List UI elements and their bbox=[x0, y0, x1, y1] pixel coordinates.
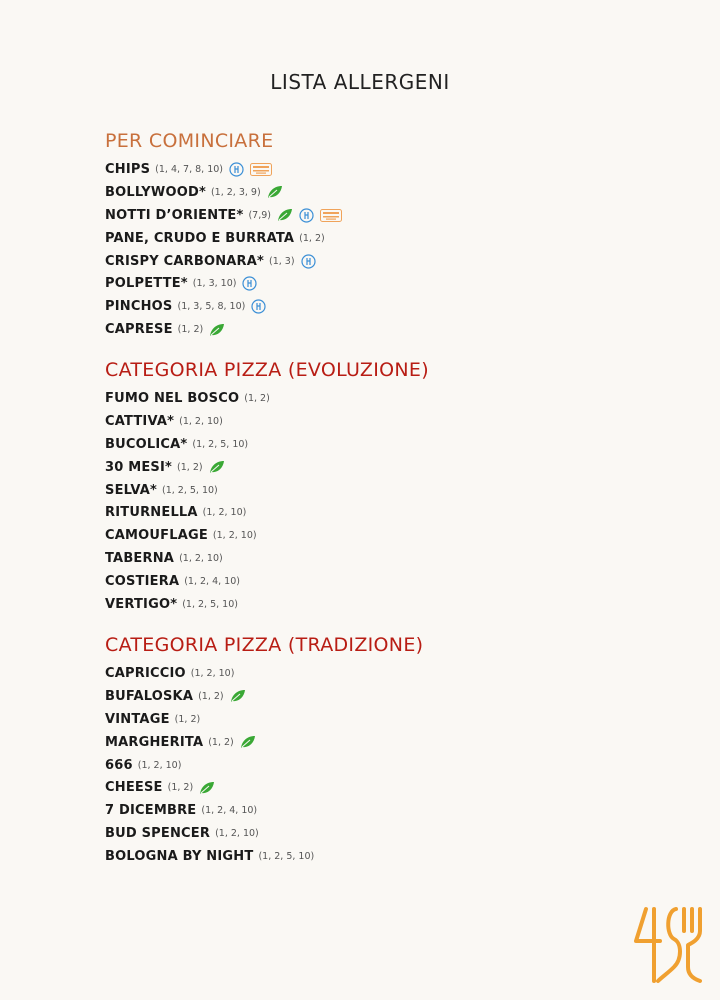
menu-item bbox=[105, 547, 429, 570]
allergen-codes: (1, 3) bbox=[269, 255, 295, 267]
menu-item bbox=[105, 731, 423, 754]
item-name: BUD SPENCER bbox=[105, 826, 211, 842]
item-name: VINTAGE bbox=[105, 711, 170, 727]
menu-item bbox=[105, 227, 342, 250]
menu-item bbox=[105, 754, 423, 777]
item-name: BOLOGNA BY NIGHT bbox=[105, 849, 254, 865]
item-name: MARGHERITA bbox=[105, 734, 204, 750]
item-name: 30 MESI* bbox=[105, 459, 173, 475]
item-name: SELVA* bbox=[105, 482, 157, 498]
menu-item bbox=[105, 387, 429, 410]
item-name: BOLLYWOOD* bbox=[105, 184, 206, 200]
menu-item bbox=[105, 822, 423, 845]
chef-icon bbox=[242, 276, 257, 291]
item-name: CRISPY CARBONARA* bbox=[105, 253, 265, 269]
allergen-codes: (1, 2) bbox=[177, 324, 204, 336]
menu-item bbox=[105, 570, 429, 593]
allergen-codes: (1, 2, 10) bbox=[212, 530, 257, 542]
leaf-icon bbox=[209, 323, 225, 337]
menu-item bbox=[105, 845, 423, 868]
item-name: 666 bbox=[105, 757, 133, 773]
section-pizza-tradizione bbox=[105, 634, 423, 868]
allergen-codes: (1, 2, 5, 10) bbox=[182, 598, 238, 610]
allergen-codes: (7,9) bbox=[248, 209, 271, 221]
allergen-codes: (1, 2, 5, 10) bbox=[258, 851, 315, 863]
allergen-codes: (1, 2, 10) bbox=[215, 828, 259, 840]
item-name: VERTIGO* bbox=[105, 596, 178, 612]
item-name: CHEESE bbox=[105, 780, 163, 796]
menu-item bbox=[105, 272, 342, 295]
special-icon bbox=[320, 209, 342, 222]
item-name: NOTTI D’ORIENTE* bbox=[105, 207, 244, 223]
chef-icon bbox=[229, 162, 244, 177]
allergen-codes: (1, 2, 10) bbox=[179, 415, 223, 427]
allergen-codes: (1, 2, 4, 10) bbox=[184, 576, 240, 588]
allergen-codes: (1, 2, 10) bbox=[179, 553, 223, 565]
chef-icon bbox=[301, 254, 316, 269]
menu-item bbox=[105, 318, 342, 341]
item-name: 7 DICEMBRE bbox=[105, 803, 197, 819]
allergen-codes: (1, 2, 4, 10) bbox=[201, 805, 258, 817]
leaf-icon bbox=[277, 208, 293, 222]
menu-item bbox=[105, 204, 342, 227]
item-name: TABERNA bbox=[105, 551, 175, 567]
section-title: PER COMINCIARE bbox=[105, 130, 274, 152]
item-name: PINCHOS bbox=[105, 299, 173, 315]
menu-item bbox=[105, 250, 342, 273]
item-name: FUMO NEL BOSCO bbox=[105, 390, 240, 406]
menu-item bbox=[105, 662, 423, 685]
menu-item bbox=[105, 295, 342, 318]
menu-item bbox=[105, 181, 342, 204]
menu-item bbox=[105, 708, 423, 731]
menu-item bbox=[105, 501, 429, 524]
section-title: CATEGORIA PIZZA (EVOLUZIONE) bbox=[105, 359, 429, 381]
allergen-codes: (1, 2) bbox=[299, 232, 325, 244]
allergen-codes: (1, 2, 10) bbox=[137, 759, 182, 771]
allergen-codes: (1, 4, 7, 8, 10) bbox=[155, 163, 223, 175]
item-name: CATTIVA* bbox=[105, 413, 175, 429]
leaf-icon bbox=[240, 735, 256, 749]
item-name: BUFALOSKA bbox=[105, 688, 194, 704]
menu-item bbox=[105, 776, 423, 799]
item-name: CAPRESE bbox=[105, 322, 173, 338]
leaf-icon bbox=[230, 689, 246, 703]
menu-item bbox=[105, 799, 423, 822]
menu-item bbox=[105, 456, 429, 479]
allergen-codes: (1, 2) bbox=[208, 736, 234, 748]
allergen-codes: (1, 2, 10) bbox=[190, 667, 235, 679]
section-pizza-evoluzione bbox=[105, 359, 429, 616]
allergen-codes: (1, 2) bbox=[177, 461, 203, 473]
leaf-icon bbox=[267, 185, 283, 199]
item-name: RITURNELLA bbox=[105, 505, 198, 521]
item-name: POLPETTE* bbox=[105, 276, 188, 292]
leaf-icon bbox=[209, 460, 225, 474]
item-name: CHIPS bbox=[105, 161, 151, 177]
fork-logo-icon bbox=[632, 905, 702, 989]
allergen-codes: (1, 2, 10) bbox=[202, 507, 247, 519]
allergen-codes: (1, 2) bbox=[198, 690, 224, 702]
allergen-codes: (1, 3, 5, 8, 10) bbox=[177, 301, 246, 313]
section-title: CATEGORIA PIZZA (TRADIZIONE) bbox=[105, 634, 424, 656]
allergen-codes: (1, 2) bbox=[244, 392, 270, 404]
item-name: BUCOLICA* bbox=[105, 436, 188, 452]
menu-item bbox=[105, 433, 429, 456]
allergen-codes: (1, 3, 10) bbox=[192, 278, 237, 290]
allergen-codes: (1, 2, 5, 10) bbox=[161, 484, 218, 496]
allergen-codes: (1, 2) bbox=[167, 782, 194, 794]
item-name: PANE, CRUDO E BURRATA bbox=[105, 230, 295, 246]
item-name: COSTIERA bbox=[105, 574, 180, 590]
menu-item bbox=[105, 593, 429, 616]
allergen-codes: (1, 2, 5, 10) bbox=[192, 438, 249, 450]
leaf-icon bbox=[199, 781, 215, 795]
item-name: CAMOUFLAGE bbox=[105, 528, 208, 544]
allergen-codes: (1, 2) bbox=[174, 713, 201, 725]
chef-icon bbox=[299, 208, 314, 223]
chef-icon bbox=[251, 299, 266, 314]
page-title: LISTA ALLERGENI bbox=[270, 70, 450, 94]
menu-item bbox=[105, 158, 342, 181]
special-icon bbox=[250, 163, 272, 176]
menu-item bbox=[105, 410, 429, 433]
menu-item bbox=[105, 479, 429, 502]
menu-item bbox=[105, 524, 429, 547]
item-name: CAPRICCIO bbox=[105, 665, 186, 681]
allergen-codes: (1, 2, 3, 9) bbox=[210, 186, 261, 198]
menu-item bbox=[105, 685, 423, 708]
section-per-cominciare bbox=[105, 130, 342, 341]
